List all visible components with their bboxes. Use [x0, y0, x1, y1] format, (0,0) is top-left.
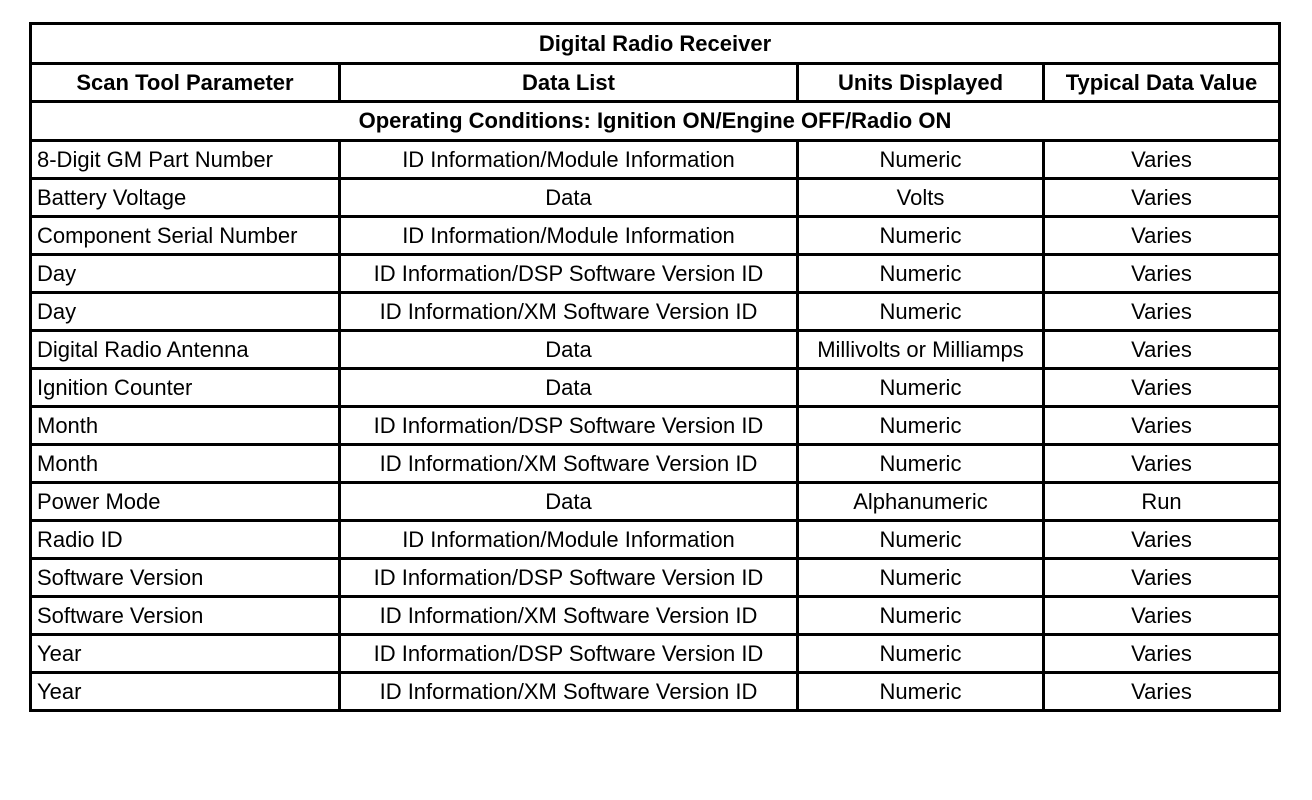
- scan-tool-parameter-cell: Day: [31, 255, 340, 293]
- table-row: [31, 521, 1280, 559]
- typical-data-value-cell: Varies: [1044, 179, 1280, 217]
- column-header-data-list: Data List: [340, 64, 798, 102]
- units-displayed-cell: Numeric: [798, 293, 1044, 331]
- data-list-cell: Data: [340, 331, 798, 369]
- data-list-cell: ID Information/DSP Software Version ID: [340, 559, 798, 597]
- scan-tool-parameter-cell: 8-Digit GM Part Number: [31, 141, 340, 179]
- units-displayed-cell: Numeric: [798, 559, 1044, 597]
- typical-data-value-cell: Varies: [1044, 293, 1280, 331]
- scan-tool-parameter-cell: Power Mode: [31, 483, 340, 521]
- table-row: [31, 293, 1280, 331]
- units-displayed-cell: Numeric: [798, 369, 1044, 407]
- data-list-cell: ID Information/DSP Software Version ID: [340, 255, 798, 293]
- table-row: [31, 369, 1280, 407]
- table-row: [31, 673, 1280, 711]
- data-table-container: [29, 22, 1278, 712]
- typical-data-value-cell: Varies: [1044, 597, 1280, 635]
- scan-tool-parameter-cell: Battery Voltage: [31, 179, 340, 217]
- typical-data-value-cell: Varies: [1044, 331, 1280, 369]
- data-list-cell: Data: [340, 483, 798, 521]
- data-list-cell: Data: [340, 179, 798, 217]
- units-displayed-cell: Numeric: [798, 597, 1044, 635]
- typical-data-value-cell: Varies: [1044, 217, 1280, 255]
- column-header-scan-tool-parameter: Scan Tool Parameter: [31, 64, 340, 102]
- typical-data-value-cell: Varies: [1044, 445, 1280, 483]
- scan-tool-parameter-cell: Day: [31, 293, 340, 331]
- scan-tool-parameter-cell: Component Serial Number: [31, 217, 340, 255]
- column-header-typical-data-value: Typical Data Value: [1044, 64, 1280, 102]
- table-row: [31, 407, 1280, 445]
- typical-data-value-cell: Varies: [1044, 635, 1280, 673]
- table-row: [31, 179, 1280, 217]
- digital-radio-receiver-table: [29, 22, 1281, 712]
- scan-tool-parameter-cell: Month: [31, 445, 340, 483]
- scan-tool-parameter-cell: Software Version: [31, 559, 340, 597]
- units-displayed-cell: Millivolts or Milliamps: [798, 331, 1044, 369]
- units-displayed-cell: Numeric: [798, 635, 1044, 673]
- column-header-units-displayed: Units Displayed: [798, 64, 1044, 102]
- scan-tool-parameter-cell: Year: [31, 673, 340, 711]
- units-displayed-cell: Numeric: [798, 407, 1044, 445]
- scan-tool-parameter-cell: Radio ID: [31, 521, 340, 559]
- data-list-cell: ID Information/XM Software Version ID: [340, 445, 798, 483]
- data-list-cell: ID Information/XM Software Version ID: [340, 293, 798, 331]
- units-displayed-cell: Numeric: [798, 255, 1044, 293]
- typical-data-value-cell: Varies: [1044, 255, 1280, 293]
- data-list-cell: Data: [340, 369, 798, 407]
- units-displayed-cell: Numeric: [798, 673, 1044, 711]
- table-row: [31, 141, 1280, 179]
- scan-tool-parameter-cell: Month: [31, 407, 340, 445]
- units-displayed-cell: Alphanumeric: [798, 483, 1044, 521]
- typical-data-value-cell: Varies: [1044, 673, 1280, 711]
- table-row: [31, 635, 1280, 673]
- units-displayed-cell: Numeric: [798, 521, 1044, 559]
- typical-data-value-cell: Varies: [1044, 521, 1280, 559]
- units-displayed-cell: Numeric: [798, 445, 1044, 483]
- table-row: [31, 445, 1280, 483]
- units-displayed-cell: Numeric: [798, 141, 1044, 179]
- scan-tool-parameter-cell: Year: [31, 635, 340, 673]
- typical-data-value-cell: Varies: [1044, 559, 1280, 597]
- table-row: [31, 217, 1280, 255]
- table-row: [31, 255, 1280, 293]
- operating-conditions-label: Operating Conditions: Ignition ON/Engine OFF/Radio ON: [31, 102, 1280, 141]
- typical-data-value-cell: Varies: [1044, 369, 1280, 407]
- data-list-cell: ID Information/Module Information: [340, 217, 798, 255]
- table-title: Digital Radio Receiver: [31, 24, 1280, 64]
- typical-data-value-cell: Varies: [1044, 141, 1280, 179]
- table-row: [31, 559, 1280, 597]
- scan-tool-parameter-cell: Ignition Counter: [31, 369, 340, 407]
- data-list-cell: ID Information/DSP Software Version ID: [340, 407, 798, 445]
- data-list-cell: ID Information/Module Information: [340, 521, 798, 559]
- data-list-cell: ID Information/XM Software Version ID: [340, 597, 798, 635]
- scan-tool-parameter-cell: Digital Radio Antenna: [31, 331, 340, 369]
- operating-conditions-row: [31, 102, 1280, 141]
- typical-data-value-cell: Run: [1044, 483, 1280, 521]
- units-displayed-cell: Volts: [798, 179, 1044, 217]
- units-displayed-cell: Numeric: [798, 217, 1044, 255]
- table-row: [31, 597, 1280, 635]
- data-list-cell: ID Information/XM Software Version ID: [340, 673, 798, 711]
- table-row: [31, 483, 1280, 521]
- data-list-cell: ID Information/DSP Software Version ID: [340, 635, 798, 673]
- table-body: [31, 141, 1280, 711]
- scan-tool-parameter-cell: Software Version: [31, 597, 340, 635]
- typical-data-value-cell: Varies: [1044, 407, 1280, 445]
- table-row: [31, 331, 1280, 369]
- table-title-row: [31, 24, 1280, 64]
- table-header-row: [31, 64, 1280, 102]
- data-list-cell: ID Information/Module Information: [340, 141, 798, 179]
